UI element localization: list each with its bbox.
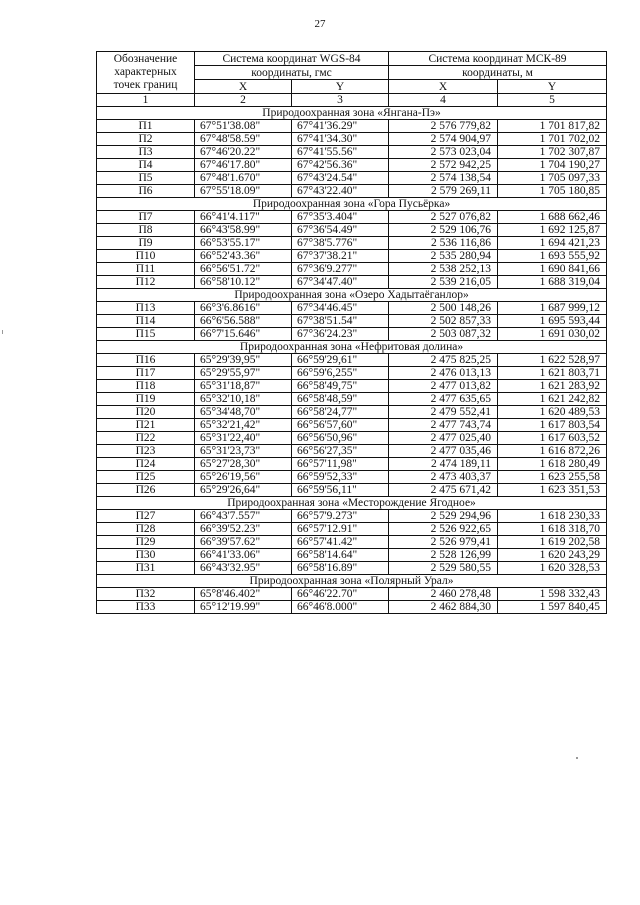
msk89-x-header: X: [389, 80, 498, 94]
wgs84-y-header: Y: [292, 80, 389, 94]
wgs84-x-cell: 66°3'6.8616": [195, 302, 292, 315]
point-id-cell: П7: [97, 211, 195, 224]
wgs84-y-cell: 67°38'5.776": [292, 237, 389, 250]
point-id-cell: П12: [97, 276, 195, 289]
msk89-y-cell: 1 693 555,92: [498, 250, 607, 263]
table-row: [97, 263, 607, 276]
table-row: [97, 458, 607, 471]
msk89-x-cell: 2 475 671,42: [389, 484, 498, 497]
wgs84-x-header: X: [195, 80, 292, 94]
wgs84-y-cell: 67°41'34.30": [292, 133, 389, 146]
wgs84-y-cell: 66°59'56,11": [292, 484, 389, 497]
wgs84-y-cell: 66°57'11,98": [292, 458, 389, 471]
msk89-y-header: Y: [498, 80, 607, 94]
wgs84-x-cell: 66°39'52.23": [195, 523, 292, 536]
point-id-cell: П1: [97, 120, 195, 133]
point-id-cell: П19: [97, 393, 195, 406]
table-row: [97, 523, 607, 536]
wgs84-y-cell: 67°34'47.40": [292, 276, 389, 289]
wgs84-y-cell: 66°58'14.64": [292, 549, 389, 562]
wgs84-x-cell: 65°32'10,18": [195, 393, 292, 406]
wgs84-y-cell: 67°41'36.29": [292, 120, 389, 133]
wgs84-y-cell: 66°46'8.000": [292, 601, 389, 614]
wgs84-y-cell: 66°56'27,35": [292, 445, 389, 458]
wgs84-x-cell: 66°6'56.588": [195, 315, 292, 328]
msk89-y-cell: 1 690 841,66: [498, 263, 607, 276]
wgs84-x-cell: 66°43'58.99": [195, 224, 292, 237]
wgs84-x-cell: 66°39'57.62": [195, 536, 292, 549]
table-row: [97, 380, 607, 393]
table-row: [97, 510, 607, 523]
column-number: 5: [498, 94, 607, 107]
table-row: [97, 237, 607, 250]
point-id-cell: П18: [97, 380, 195, 393]
wgs84-y-cell: 67°36'24.23": [292, 328, 389, 341]
wgs84-y-cell: 67°38'51.54": [292, 315, 389, 328]
header-line: точек границ: [113, 79, 178, 91]
msk89-system-header: Система координат МСК-89: [389, 52, 607, 66]
table-row: [97, 302, 607, 315]
msk89-x-cell: 2 473 403,37: [389, 471, 498, 484]
point-id-cell: П28: [97, 523, 195, 536]
msk89-y-cell: 1 622 528,97: [498, 354, 607, 367]
msk89-y-cell: 1 617 603,52: [498, 432, 607, 445]
msk89-x-cell: 2 503 087,32: [389, 328, 498, 341]
wgs84-y-cell: 67°36'54.49": [292, 224, 389, 237]
point-id-cell: П6: [97, 185, 195, 198]
msk89-y-cell: 1 701 702,02: [498, 133, 607, 146]
msk89-y-cell: 1 616 872,26: [498, 445, 607, 458]
msk89-x-cell: 2 479 552,41: [389, 406, 498, 419]
point-id-cell: П29: [97, 536, 195, 549]
msk89-x-cell: 2 539 216,05: [389, 276, 498, 289]
wgs84-y-cell: 66°58'24,77": [292, 406, 389, 419]
point-designation-header: [97, 52, 195, 94]
wgs84-y-cell: 66°57'12.91": [292, 523, 389, 536]
msk89-y-cell: 1 620 489,53: [498, 406, 607, 419]
wgs84-y-cell: 67°35'3.404": [292, 211, 389, 224]
msk89-y-cell: 1 623 255,58: [498, 471, 607, 484]
wgs84-y-cell: 66°56'57,60": [292, 419, 389, 432]
msk89-x-cell: 2 528 126,99: [389, 549, 498, 562]
msk89-x-cell: 2 477 025,40: [389, 432, 498, 445]
wgs84-x-cell: 67°46'20.22": [195, 146, 292, 159]
zone-row: [97, 575, 607, 588]
wgs84-x-cell: 67°48'1.670": [195, 172, 292, 185]
wgs84-system-header: Система координат WGS-84: [195, 52, 389, 66]
msk89-x-cell: 2 529 294,96: [389, 510, 498, 523]
column-numbering-row: [97, 94, 607, 107]
msk89-x-cell: 2 526 922,65: [389, 523, 498, 536]
table-row: [97, 367, 607, 380]
msk89-y-cell: 1 620 243,29: [498, 549, 607, 562]
wgs84-x-cell: 65°34'48,70": [195, 406, 292, 419]
table-row: [97, 133, 607, 146]
msk89-units-header: координаты, м: [389, 66, 607, 80]
table-row: [97, 445, 607, 458]
point-id-cell: П25: [97, 471, 195, 484]
msk89-y-cell: 1 705 180,85: [498, 185, 607, 198]
wgs84-x-cell: 67°46'17.80": [195, 159, 292, 172]
point-id-cell: П10: [97, 250, 195, 263]
point-id-cell: П22: [97, 432, 195, 445]
wgs84-y-cell: 67°34'46.45": [292, 302, 389, 315]
point-id-cell: П23: [97, 445, 195, 458]
table-row: [97, 276, 607, 289]
table-row: [97, 172, 607, 185]
table-body: [97, 107, 607, 614]
wgs84-x-cell: 66°53'55.17": [195, 237, 292, 250]
wgs84-x-cell: 65°31'18,87": [195, 380, 292, 393]
table-row: [97, 328, 607, 341]
table-row: [97, 419, 607, 432]
wgs84-y-cell: 66°59'52,33": [292, 471, 389, 484]
point-id-cell: П30: [97, 549, 195, 562]
wgs84-y-cell: 66°58'49,75": [292, 380, 389, 393]
wgs84-x-cell: 65°31'23,73": [195, 445, 292, 458]
zone-title: Природоохранная зона «Янгана-Пэ»: [97, 107, 607, 120]
wgs84-x-cell: 66°43'32.95": [195, 562, 292, 575]
table-row: [97, 393, 607, 406]
table-row: [97, 471, 607, 484]
point-id-cell: П24: [97, 458, 195, 471]
column-number: 1: [97, 94, 195, 107]
msk89-x-cell: 2 475 825,25: [389, 354, 498, 367]
table-row: [97, 159, 607, 172]
table-row: [97, 120, 607, 133]
table-row: [97, 315, 607, 328]
wgs84-y-cell: 66°59'6,255": [292, 367, 389, 380]
msk89-x-cell: 2 579 269,11: [389, 185, 498, 198]
wgs84-x-cell: 65°32'21,42": [195, 419, 292, 432]
table-row: [97, 354, 607, 367]
msk89-y-cell: 1 617 803,54: [498, 419, 607, 432]
wgs84-y-cell: 66°57'9.273": [292, 510, 389, 523]
wgs84-x-cell: 66°43'7.557": [195, 510, 292, 523]
msk89-y-cell: 1 705 097,33: [498, 172, 607, 185]
wgs84-x-cell: 67°48'58.59": [195, 133, 292, 146]
wgs84-y-cell: 66°57'41.42": [292, 536, 389, 549]
zone-row: [97, 289, 607, 302]
msk89-x-cell: 2 535 280,94: [389, 250, 498, 263]
msk89-y-cell: 1 618 230,33: [498, 510, 607, 523]
point-id-cell: П26: [97, 484, 195, 497]
scan-speck: [2, 330, 3, 334]
wgs84-x-cell: 66°41'4.117": [195, 211, 292, 224]
msk89-x-cell: 2 536 116,86: [389, 237, 498, 250]
column-number: 4: [389, 94, 498, 107]
point-id-cell: П3: [97, 146, 195, 159]
msk89-y-cell: 1 688 662,46: [498, 211, 607, 224]
point-id-cell: П2: [97, 133, 195, 146]
msk89-x-cell: 2 574 138,54: [389, 172, 498, 185]
table-row: [97, 146, 607, 159]
point-id-cell: П15: [97, 328, 195, 341]
wgs84-y-cell: 67°43'22.40": [292, 185, 389, 198]
msk89-y-cell: 1 701 817,82: [498, 120, 607, 133]
table-row: [97, 406, 607, 419]
wgs84-x-cell: 65°8'46.402": [195, 588, 292, 601]
msk89-y-cell: 1 694 421,23: [498, 237, 607, 250]
msk89-y-cell: 1 623 351,53: [498, 484, 607, 497]
table-row: [97, 224, 607, 237]
wgs84-y-cell: 66°46'22.70": [292, 588, 389, 601]
wgs84-x-cell: 65°12'19.99": [195, 601, 292, 614]
point-id-cell: П20: [97, 406, 195, 419]
wgs84-x-cell: 65°27'28,30": [195, 458, 292, 471]
table-row: [97, 250, 607, 263]
msk89-x-cell: 2 474 189,11: [389, 458, 498, 471]
wgs84-x-cell: 65°29'39,95": [195, 354, 292, 367]
point-id-cell: П33: [97, 601, 195, 614]
table-row: [97, 185, 607, 198]
msk89-x-cell: 2 576 779,82: [389, 120, 498, 133]
header-line: Обозначение: [113, 53, 178, 65]
msk89-x-cell: 2 529 580,55: [389, 562, 498, 575]
wgs84-x-cell: 65°29'26,64": [195, 484, 292, 497]
msk89-x-cell: 2 477 035,46: [389, 445, 498, 458]
msk89-x-cell: 2 529 106,76: [389, 224, 498, 237]
msk89-x-cell: 2 500 148,26: [389, 302, 498, 315]
msk89-y-cell: 1 618 280,49: [498, 458, 607, 471]
wgs84-x-cell: 67°55'18.09": [195, 185, 292, 198]
wgs84-units-header: координаты, гмс: [195, 66, 389, 80]
wgs84-y-cell: 67°42'56.36": [292, 159, 389, 172]
wgs84-x-cell: 65°31'22,40": [195, 432, 292, 445]
msk89-x-cell: 2 477 635,65: [389, 393, 498, 406]
table-row: [97, 562, 607, 575]
zone-row: [97, 198, 607, 211]
zone-title: Природоохранная зона «Полярный Урал»: [97, 575, 607, 588]
msk89-x-cell: 2 572 942,25: [389, 159, 498, 172]
wgs84-x-cell: 67°51'38.08": [195, 120, 292, 133]
table-row: [97, 432, 607, 445]
point-id-cell: П11: [97, 263, 195, 276]
wgs84-x-cell: 66°7'15.646": [195, 328, 292, 341]
point-id-cell: П27: [97, 510, 195, 523]
msk89-y-cell: 1 691 030,02: [498, 328, 607, 341]
msk89-y-cell: 1 687 999,12: [498, 302, 607, 315]
scan-speck: [576, 757, 578, 759]
zone-title: Природоохранная зона «Нефритовая долина»: [97, 341, 607, 354]
msk89-y-cell: 1 621 803,71: [498, 367, 607, 380]
point-id-cell: П17: [97, 367, 195, 380]
point-id-cell: П21: [97, 419, 195, 432]
table-header: [97, 52, 607, 107]
msk89-y-cell: 1 618 318,70: [498, 523, 607, 536]
wgs84-y-cell: 67°41'55.56": [292, 146, 389, 159]
point-id-cell: П9: [97, 237, 195, 250]
point-id-cell: П13: [97, 302, 195, 315]
msk89-x-cell: 2 462 884,30: [389, 601, 498, 614]
point-id-cell: П14: [97, 315, 195, 328]
wgs84-x-cell: 65°26'19,56": [195, 471, 292, 484]
header-line: характерных: [114, 66, 177, 78]
msk89-x-cell: 2 526 979,41: [389, 536, 498, 549]
wgs84-x-cell: 66°41'33.06": [195, 549, 292, 562]
zone-row: [97, 497, 607, 510]
wgs84-x-cell: 66°56'51.72": [195, 263, 292, 276]
msk89-y-cell: 1 598 332,43: [498, 588, 607, 601]
wgs84-x-cell: 66°58'10.12": [195, 276, 292, 289]
table-row: [97, 536, 607, 549]
msk89-y-cell: 1 621 242,82: [498, 393, 607, 406]
msk89-y-cell: 1 619 202,58: [498, 536, 607, 549]
wgs84-y-cell: 67°36'9.277": [292, 263, 389, 276]
point-id-cell: П4: [97, 159, 195, 172]
msk89-y-cell: 1 688 319,04: [498, 276, 607, 289]
msk89-x-cell: 2 538 252,13: [389, 263, 498, 276]
msk89-y-cell: 1 692 125,87: [498, 224, 607, 237]
coordinates-table: [96, 51, 607, 614]
point-id-cell: П32: [97, 588, 195, 601]
wgs84-x-cell: 65°29'55,97": [195, 367, 292, 380]
wgs84-y-cell: 66°59'29,61": [292, 354, 389, 367]
wgs84-y-cell: 66°58'16.89": [292, 562, 389, 575]
msk89-x-cell: 2 573 023,04: [389, 146, 498, 159]
zone-title: Природоохранная зона «Озеро Хадытаёганлор»: [97, 289, 607, 302]
wgs84-y-cell: 67°43'24.54": [292, 172, 389, 185]
wgs84-y-cell: 66°58'48,59": [292, 393, 389, 406]
page-number: 27: [314, 18, 326, 30]
point-id-cell: П5: [97, 172, 195, 185]
wgs84-y-cell: 66°56'50,96": [292, 432, 389, 445]
column-number: 2: [195, 94, 292, 107]
msk89-y-cell: 1 621 283,92: [498, 380, 607, 393]
point-id-cell: П8: [97, 224, 195, 237]
point-id-cell: П31: [97, 562, 195, 575]
msk89-y-cell: 1 695 593,44: [498, 315, 607, 328]
msk89-x-cell: 2 477 743,74: [389, 419, 498, 432]
table-row: [97, 211, 607, 224]
zone-title: Природоохранная зона «Месторождение Ягодное»: [97, 497, 607, 510]
msk89-x-cell: 2 502 857,33: [389, 315, 498, 328]
msk89-y-cell: 1 704 190,27: [498, 159, 607, 172]
table-row: [97, 484, 607, 497]
zone-row: [97, 107, 607, 120]
point-id-cell: П16: [97, 354, 195, 367]
column-number: 3: [292, 94, 389, 107]
table-row: [97, 588, 607, 601]
msk89-y-cell: 1 620 328,53: [498, 562, 607, 575]
msk89-x-cell: 2 460 278,48: [389, 588, 498, 601]
table-row: [97, 549, 607, 562]
zone-row: [97, 341, 607, 354]
wgs84-x-cell: 66°52'43.36": [195, 250, 292, 263]
msk89-x-cell: 2 527 076,82: [389, 211, 498, 224]
msk89-x-cell: 2 477 013,82: [389, 380, 498, 393]
msk89-x-cell: 2 574 904,97: [389, 133, 498, 146]
msk89-y-cell: 1 597 840,45: [498, 601, 607, 614]
wgs84-y-cell: 67°37'38.21": [292, 250, 389, 263]
table-row: [97, 601, 607, 614]
msk89-x-cell: 2 476 013,13: [389, 367, 498, 380]
msk89-y-cell: 1 702 307,87: [498, 146, 607, 159]
zone-title: Природоохранная зона «Гора Пусьёрка»: [97, 198, 607, 211]
